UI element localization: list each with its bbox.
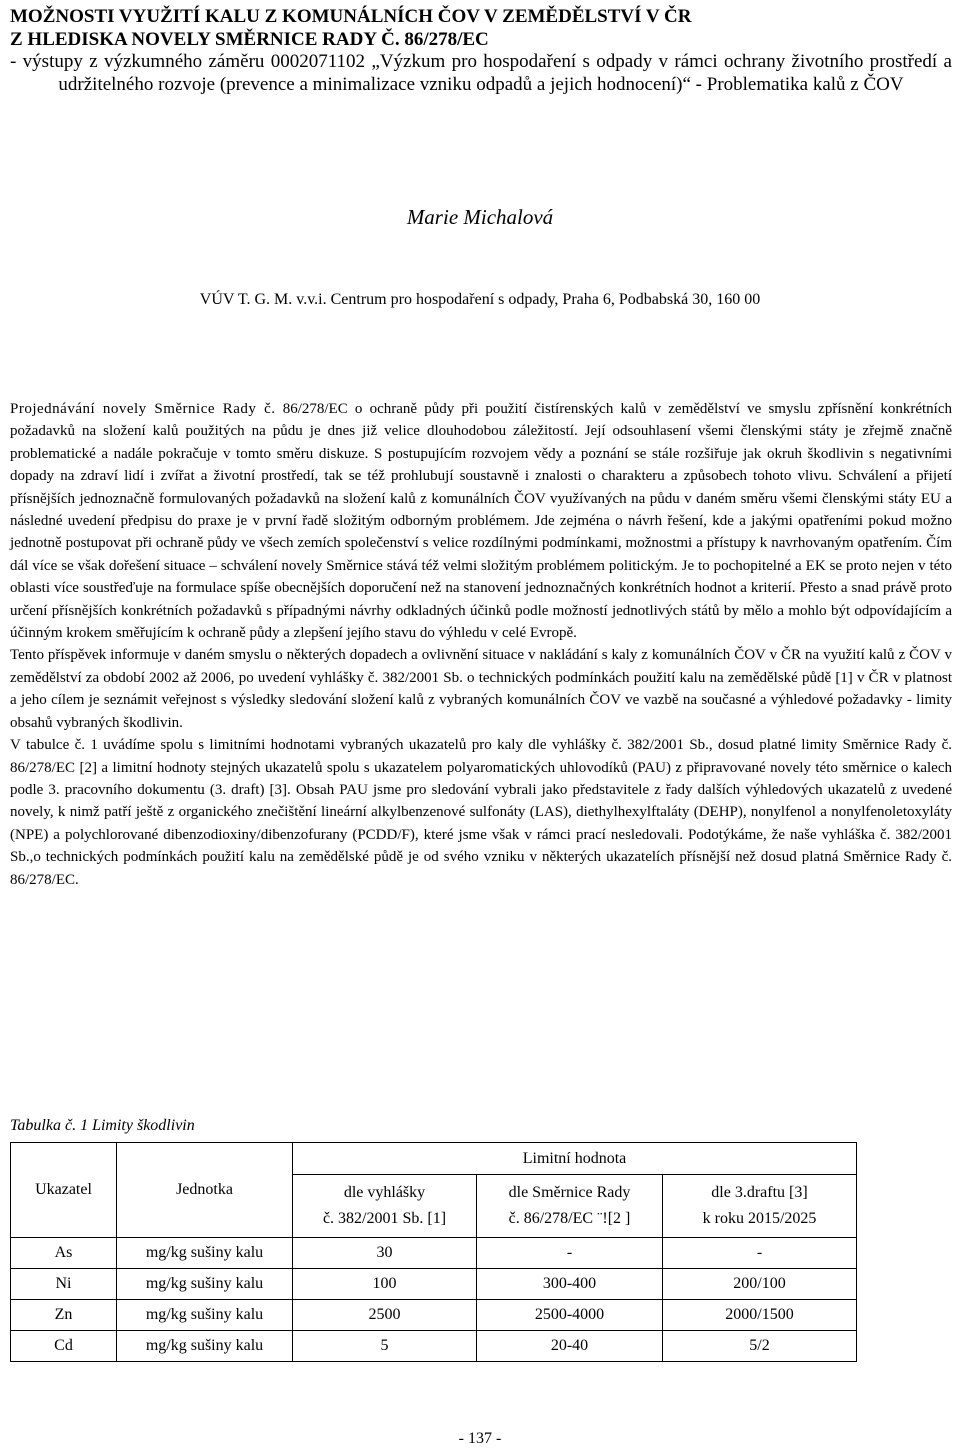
title-block [10, 6, 952, 96]
cell-directive: 2500-4000 [477, 1300, 663, 1331]
paragraph-1-rest: 86/278/EC o ochraně půdy při použití čistírenských kalů v zemědělství ve smyslu zpřísnění konkrétních požadavků na složení kalů použitých na půdu je dnes již velice dlouhodobou záležitostí. Její odsouhlasení všemi členskými státy je zřejmě značně problematické a nadále pokračuje v tomto směru diskuze. S postupujícím rozvojem vědy a poznání se stále rozšiřuje jak okruh škodlivin s negativními dopady na zdraví lidí i zvířat a životní prostředí, tak se též prohlubují soustavně i znalosti o charakteru a způsobech tohoto vlivu. Schválení a přijetí přísnějších jednoznačně formulovaných požadavků na složení kalů z komunálních ČOV využívaných na půdu v daném směru všemi členskými státy EU a následné uvedení předpisu do praxe je v první řadě složitým odborným problémem. Jde zejména o návrh řešení, kde a jakými opatřeními pokud možno jednotně postupovat při ochraně půdy ve všech zemích společenství s velice rozdílnými podmínkami, možnostmi a přístupy k navrhovaným opatřením. Čím dál více se však dořešení situace – schválení novely Směrnice stává též velmi složitým problémem politickým. Je to pochopitelné a EK se proto nejen v této oblasti více soustřeďuje na formulace spíše obecnějších doporučení než na stanovení jednoznačných konkrétních hodnot a kriterií. Přesto a snad právě proto určení přísnějších konkrétních požadavků s případnými návrhy odkladných účinků podle možností jednotlivých států by mělo a mohlo být odpovídajícím a účinným krokem směřujícím k ochraně půdy a zlepšení jejího stavu do výhledu v celé Evropě. [10, 401, 953, 642]
header-draft [663, 1175, 857, 1238]
title-line-1: MOŽNOSTI VYUŽITÍ KALU Z KOMUNÁLNÍCH ČOV V ZEMĚDĚLSTVÍ V ČR [10, 6, 692, 27]
cell-directive: - [477, 1238, 663, 1269]
cell-unit: mg/kg sušiny kalu [117, 1300, 293, 1331]
header-indicator: Ukazatel [11, 1143, 117, 1238]
header-limit-value: Limitní hodnota [293, 1143, 857, 1175]
limits-table [10, 1142, 857, 1362]
table-row [11, 1238, 857, 1269]
body-text [10, 398, 952, 891]
paragraph-3: V tabulce č. 1 uvádíme spolu s limitními hodnotami vybraných ukazatelů pro kaly dle vyhlášky č. 382/2001 Sb., dosud platné limity Směrnice Rady č. 86/278/EC [2] a limitní hodnoty stejných ukazatelů spolu s ukazatelem polyaromatických uhlovodíků (PAU) z připravované novely této směrnice o kalech podle 3. pracovního dokumentu (3. draft) [3]. Obsah PAU jsme pro sledování vybrali jako představitele z řady dalších výhledových ukazatelů z uvedené novely, k nimž patří ještě z organického znečištění lineární alkylbenzenové sulfonáty (LAS), diethylhexylftaláty (DEHP), nonylfenol a nonylfenoletoxyláty (NPE) a polychlorované dibenzodioxiny/dibenzofurany (PCDD/F), které jsme však v rámci prací nesledovali. Podotýkáme, že naše vyhláška č. 382/2001 Sb.,o technických podmínkách použití kalu na zemědělské půdě je od svého vzniku v některých ukazatelích přísnější než dosud platná Směrnice Rady č. 86/278/EC. [10, 737, 952, 888]
cell-indicator: Ni [11, 1269, 117, 1300]
header-directive-line-1: dle Směrnice Rady [508, 1184, 631, 1201]
cell-decree: 100 [293, 1269, 477, 1300]
cell-draft: 200/100 [663, 1269, 857, 1300]
paragraph-1 [10, 398, 952, 644]
cell-decree: 2500 [293, 1300, 477, 1331]
table-row [11, 1300, 857, 1331]
cell-indicator: Zn [11, 1300, 117, 1331]
header-directive [477, 1175, 663, 1238]
header-directive-line-2: č. 86/278/EC ¨![2 ] [508, 1210, 631, 1227]
paragraph-1-start: Projednávání novely Směrnice Rady č. [10, 401, 276, 417]
table-row [11, 1331, 857, 1362]
cell-indicator: As [11, 1238, 117, 1269]
cell-decree: 5 [293, 1331, 477, 1362]
header-decree-line-2: č. 382/2001 Sb. [1] [322, 1210, 447, 1227]
cell-unit: mg/kg sušiny kalu [117, 1269, 293, 1300]
paragraph-2: Tento příspěvek informuje v daném smyslu o některých dopadech a ovlivnění situace v nakládání s kaly z komunálních ČOV v ČR na využití kalů z ČOV v zemědělství za období 2002 až 2006, po uvedení vyhlášky č. 382/2001 Sb. o technických podmínkách použití kalu na zemědělské půdě [1] v ČR v platnost a jeho cílem je seznámit veřejnost s výsledky sledování složení kalů z vybraných komunálních ČOV ve vazbě na současné a výhledové požadavky - limity obsahů vybraných škodlivin. [10, 647, 952, 731]
header-unit: Jednotka [117, 1143, 293, 1238]
table-caption: Tabulka č. 1 Limity škodlivin [10, 1117, 195, 1134]
cell-directive: 300-400 [477, 1269, 663, 1300]
table-header-row-1 [11, 1143, 857, 1175]
cell-directive: 20-40 [477, 1331, 663, 1362]
cell-decree: 30 [293, 1238, 477, 1269]
cell-unit: mg/kg sušiny kalu [117, 1238, 293, 1269]
page-number: - 137 - [458, 1430, 502, 1447]
cell-draft: 2000/1500 [663, 1300, 857, 1331]
author-name: Marie Michalová [406, 205, 554, 229]
cell-draft: - [663, 1238, 857, 1269]
header-decree-line-1: dle vyhlášky [343, 1184, 426, 1201]
cell-indicator: Cd [11, 1331, 117, 1362]
header-draft-line-2: k roku 2015/2025 [702, 1210, 817, 1227]
cell-unit: mg/kg sušiny kalu [117, 1331, 293, 1362]
header-decree [293, 1175, 477, 1238]
affiliation: VÚV T. G. M. v.v.i. Centrum pro hospodaření s odpady, Praha 6, Podbabská 30, 160 00 [199, 291, 761, 308]
table-row [11, 1269, 857, 1300]
header-draft-line-1: dle 3.draftu [3] [711, 1184, 808, 1201]
cell-draft: 5/2 [663, 1331, 857, 1362]
title-line-2: Z HLEDISKA NOVELY SMĚRNICE RADY Č. 86/278/EC [10, 28, 489, 50]
subtitle: - výstupy z výzkumného záměru 0002071102 „Výzkum pro hospodaření s odpady v rámci ochrany životního prostředí a udržitelného rozvoje (prevence a minimalizace vzniku odpadů a jejich hodnocení)“ - Problematika kalů z ČOV [10, 51, 952, 95]
